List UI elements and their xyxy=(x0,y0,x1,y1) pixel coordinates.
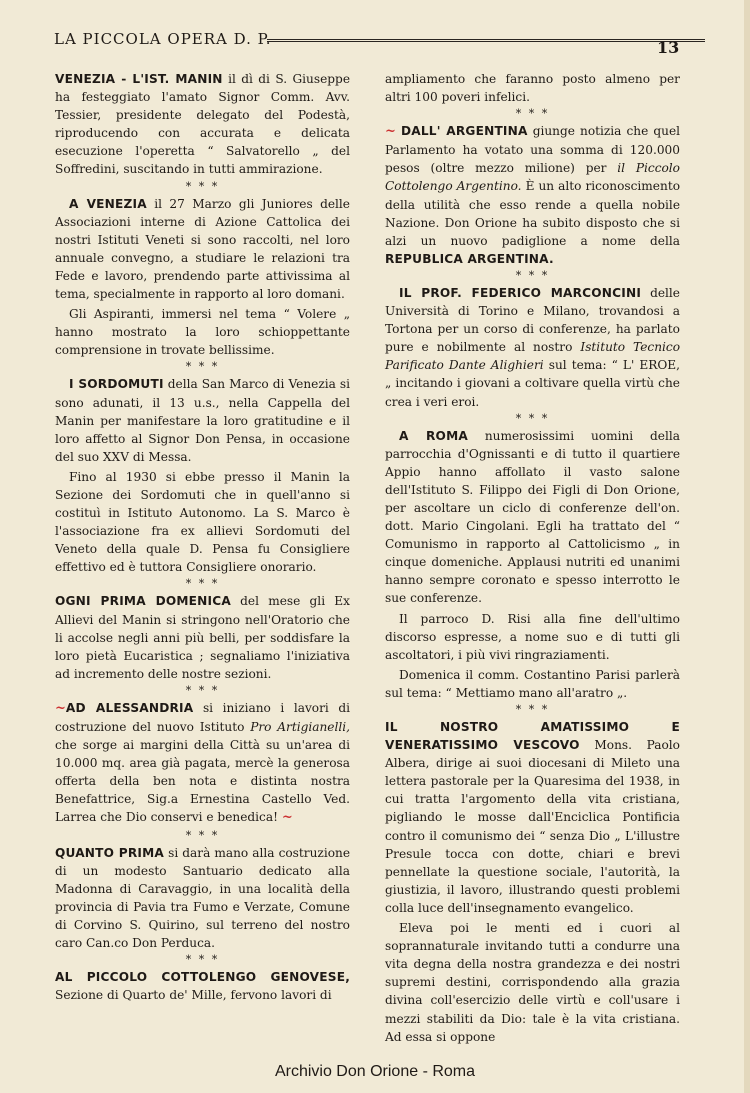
section-separator: * * * xyxy=(515,411,550,425)
archive-footer: Archivio Don Orione - Roma xyxy=(274,1063,476,1080)
article-a-venezia: A VENEZIA il 27 Marzo gli Juniores delle Associazioni interne di Azione Cattolica dei nostri Istituti Veneti si sono raccolti, nel loro annuale convegno, a studiare le relazioni tra Fede e lavoro, prendendo parte attivissima al tema, specialmente in rapporto al loro domani. xyxy=(55,196,350,302)
section-separator: * * * xyxy=(185,828,220,842)
page-header xyxy=(54,28,694,56)
left-column xyxy=(55,70,350,1006)
section-separator: * * * xyxy=(185,179,220,193)
article-cottolengo-continued: ampliamento che faranno posto almeno per altri 100 poveri infelici. xyxy=(385,72,680,105)
section-separator: * * * xyxy=(185,683,220,697)
article-marconcini: IL PROF. FEDERICO MARCONCINI delle Università di Torino e Milano, trovandosi a Tortona per un corso di conferenze, ha parlato pure e nobilmente al nostro Istituto Tecnico Parificato Dante Alighieri sul tema: “ L' EROE, „ incitando i giovani a coltivare quella virtù che crea i veri eroi. xyxy=(385,285,681,409)
article-aspiranti: Gli Aspiranti, immersi nel tema “ Volere „ hanno mostrato la loro schioppettante comprensione in trovate bellissime. xyxy=(55,307,350,358)
handwritten-mark: ~ xyxy=(281,810,293,826)
right-column xyxy=(385,70,680,1048)
handwritten-mark: ~ xyxy=(55,700,66,716)
article-quanto-prima: QUANTO PRIMA si darà mano alla costruzione di un modesto Santuario dedicato alla Madonna di Caravaggio, in una località della provincia di Pavia tra Fumo e Verzate, Comune di Corvino S. Quirino, sul terreno del nostro caro Can.co Don Perduca. xyxy=(55,845,351,951)
article-cottolengo-genovese: AL PICCOLO COTTOLENGO GENOVESE, Sezione di Quarto de' Mille, fervono lavori di xyxy=(55,970,350,1003)
section-separator: * * * xyxy=(185,360,220,374)
page-number: 13 xyxy=(657,38,680,57)
article-argentina: ~ DALL' ARGENTINA giunge notizia che quel Parlamento ha votato una somma di 120.000 pesos (oltre mezzo milione) per il Piccolo Cottolengo Argentino. È un alto riconoscimento della utilità che esso rende a quella nobile Nazione. Don Orione ha subito disposto che si alzi un nuovo padiglione a nome della REPUBLICA ARGENTINA. xyxy=(385,124,681,266)
article-roma-parroco: Il parroco D. Risi alla fine dell'ultimo discorso espresse, a nome suo e di tutti gli ascoltatori, i più vivi ringraziamenti. xyxy=(385,611,680,662)
section-separator: * * * xyxy=(515,268,550,282)
article-venezia-manin: VENEZIA - L'IST. MANIN il dì di S. Giuseppe ha festeggiato l'amato Signor Comm. Avv. Tessier, presidente delegato del Podestà, riproducendo con accurata e delicata esecuzione l'operetta “ Salvatorello „ del Soffredini, suscitando in tutti ammirazione. xyxy=(55,72,351,177)
running-title: LA PICCOLA OPERA D. P. xyxy=(54,30,272,48)
handwritten-mark: ~ xyxy=(385,124,396,140)
section-separator: * * * xyxy=(185,953,220,967)
article-alessandria: ~AD ALESSANDRIA si iniziano i lavori di costruzione del nuovo Istituto Pro Artigianelli, che sorge ai margini della Città su un'area di 10.000 mq. area già pagata, mercè la generosa offerta della ben nota e distinta nostra Benefattrice, Sig.a Ernestina Castello Ved. Larrea che Dio conservi e benedica! ~ xyxy=(55,700,351,826)
article-a-roma: A ROMA numerosissimi uomini della parrocchia d'Ognissanti e di tutto il quartiere Appio hanno affollato il vasto salone dell'Istituto S. Filippo dei Figli di Don Orione, per ascoltare un ciclo di conferenze dell'on. dott. Mario Cingolani. Egli ha trattato del “ Comunismo in rapporto al Cattolicismo „ in cinque domeniche. Applausi nutriti ed unanimi hanno sempre coronato e spesso interrotto le sue conferenze. xyxy=(385,428,680,606)
article-sordomuti-history: Fino al 1930 si ebbe presso il Manin la Sezione dei Sordomuti che in quell'anno si costituì in Istituto Autonomo. La S. Marco è l'associazione fra ex allievi Sordomuti del Veneto della quale D. Pensa fu Consigliere effettivo ed è tuttora Consigliere onorario. xyxy=(55,469,350,575)
article-roma-parisi: Domenica il comm. Costantino Parisi parlerà sul tema: “ Mettiamo mano all'aratro „. xyxy=(385,667,680,700)
section-separator: * * * xyxy=(185,577,220,591)
section-separator: * * * xyxy=(515,107,550,121)
section-separator: * * * xyxy=(515,703,550,716)
header-double-rule xyxy=(267,39,705,42)
article-sordomuti: I SORDOMUTI della San Marco di Venezia si sono adunati, il 13 u.s., nella Cappella del Manin per manifestare la loro gratitudine e il loro affetto al Signor Don Pensa, in occasione del suo XXV di Messa. xyxy=(55,377,350,464)
article-prima-domenica: OGNI PRIMA DOMENICA del mese gli Ex Allievi del Manin si stringono nell'Oratorio che li accolse negli anni più belli, per soddisfare la loro pietà Eucaristica ; segnaliamo l'iniziativa ad incremento delle nostre sezioni. xyxy=(55,594,351,681)
article-vescovo: IL NOSTRO AMATISSIMO E VENERATISSIMO VESCOVO Mons. Paolo Albera, dirige ai suoi diocesani di Mileto una lettera pastorale per la Quaresima del 1938, in cui tratta l'argomento della vita cristiana, pigliando le mosse dall'Enciclica Pontificia contro il comunismo dei “ senza Dio „ L'illustre Presule tocca con dotte, chiari e brevi pennellate la questione sociale, l'autorità, la giustizia, il lavoro, illustrando questi problemi colla luce dell'insegnamento evangelico. xyxy=(385,720,680,915)
article-vescovo-continued: Eleva poi le menti ed i cuori al soprannaturale invitando tutti a condurre una vita degna della nostra grandezza e dei nostri supremi destini, corrispondendo alla grazia divina coll'esercizio delle virtù e coll'usare i mezzi stabiliti da Dio: tale è la vita cristiana. Ad essa si oppone xyxy=(385,921,680,1044)
page-edge xyxy=(744,0,750,1093)
